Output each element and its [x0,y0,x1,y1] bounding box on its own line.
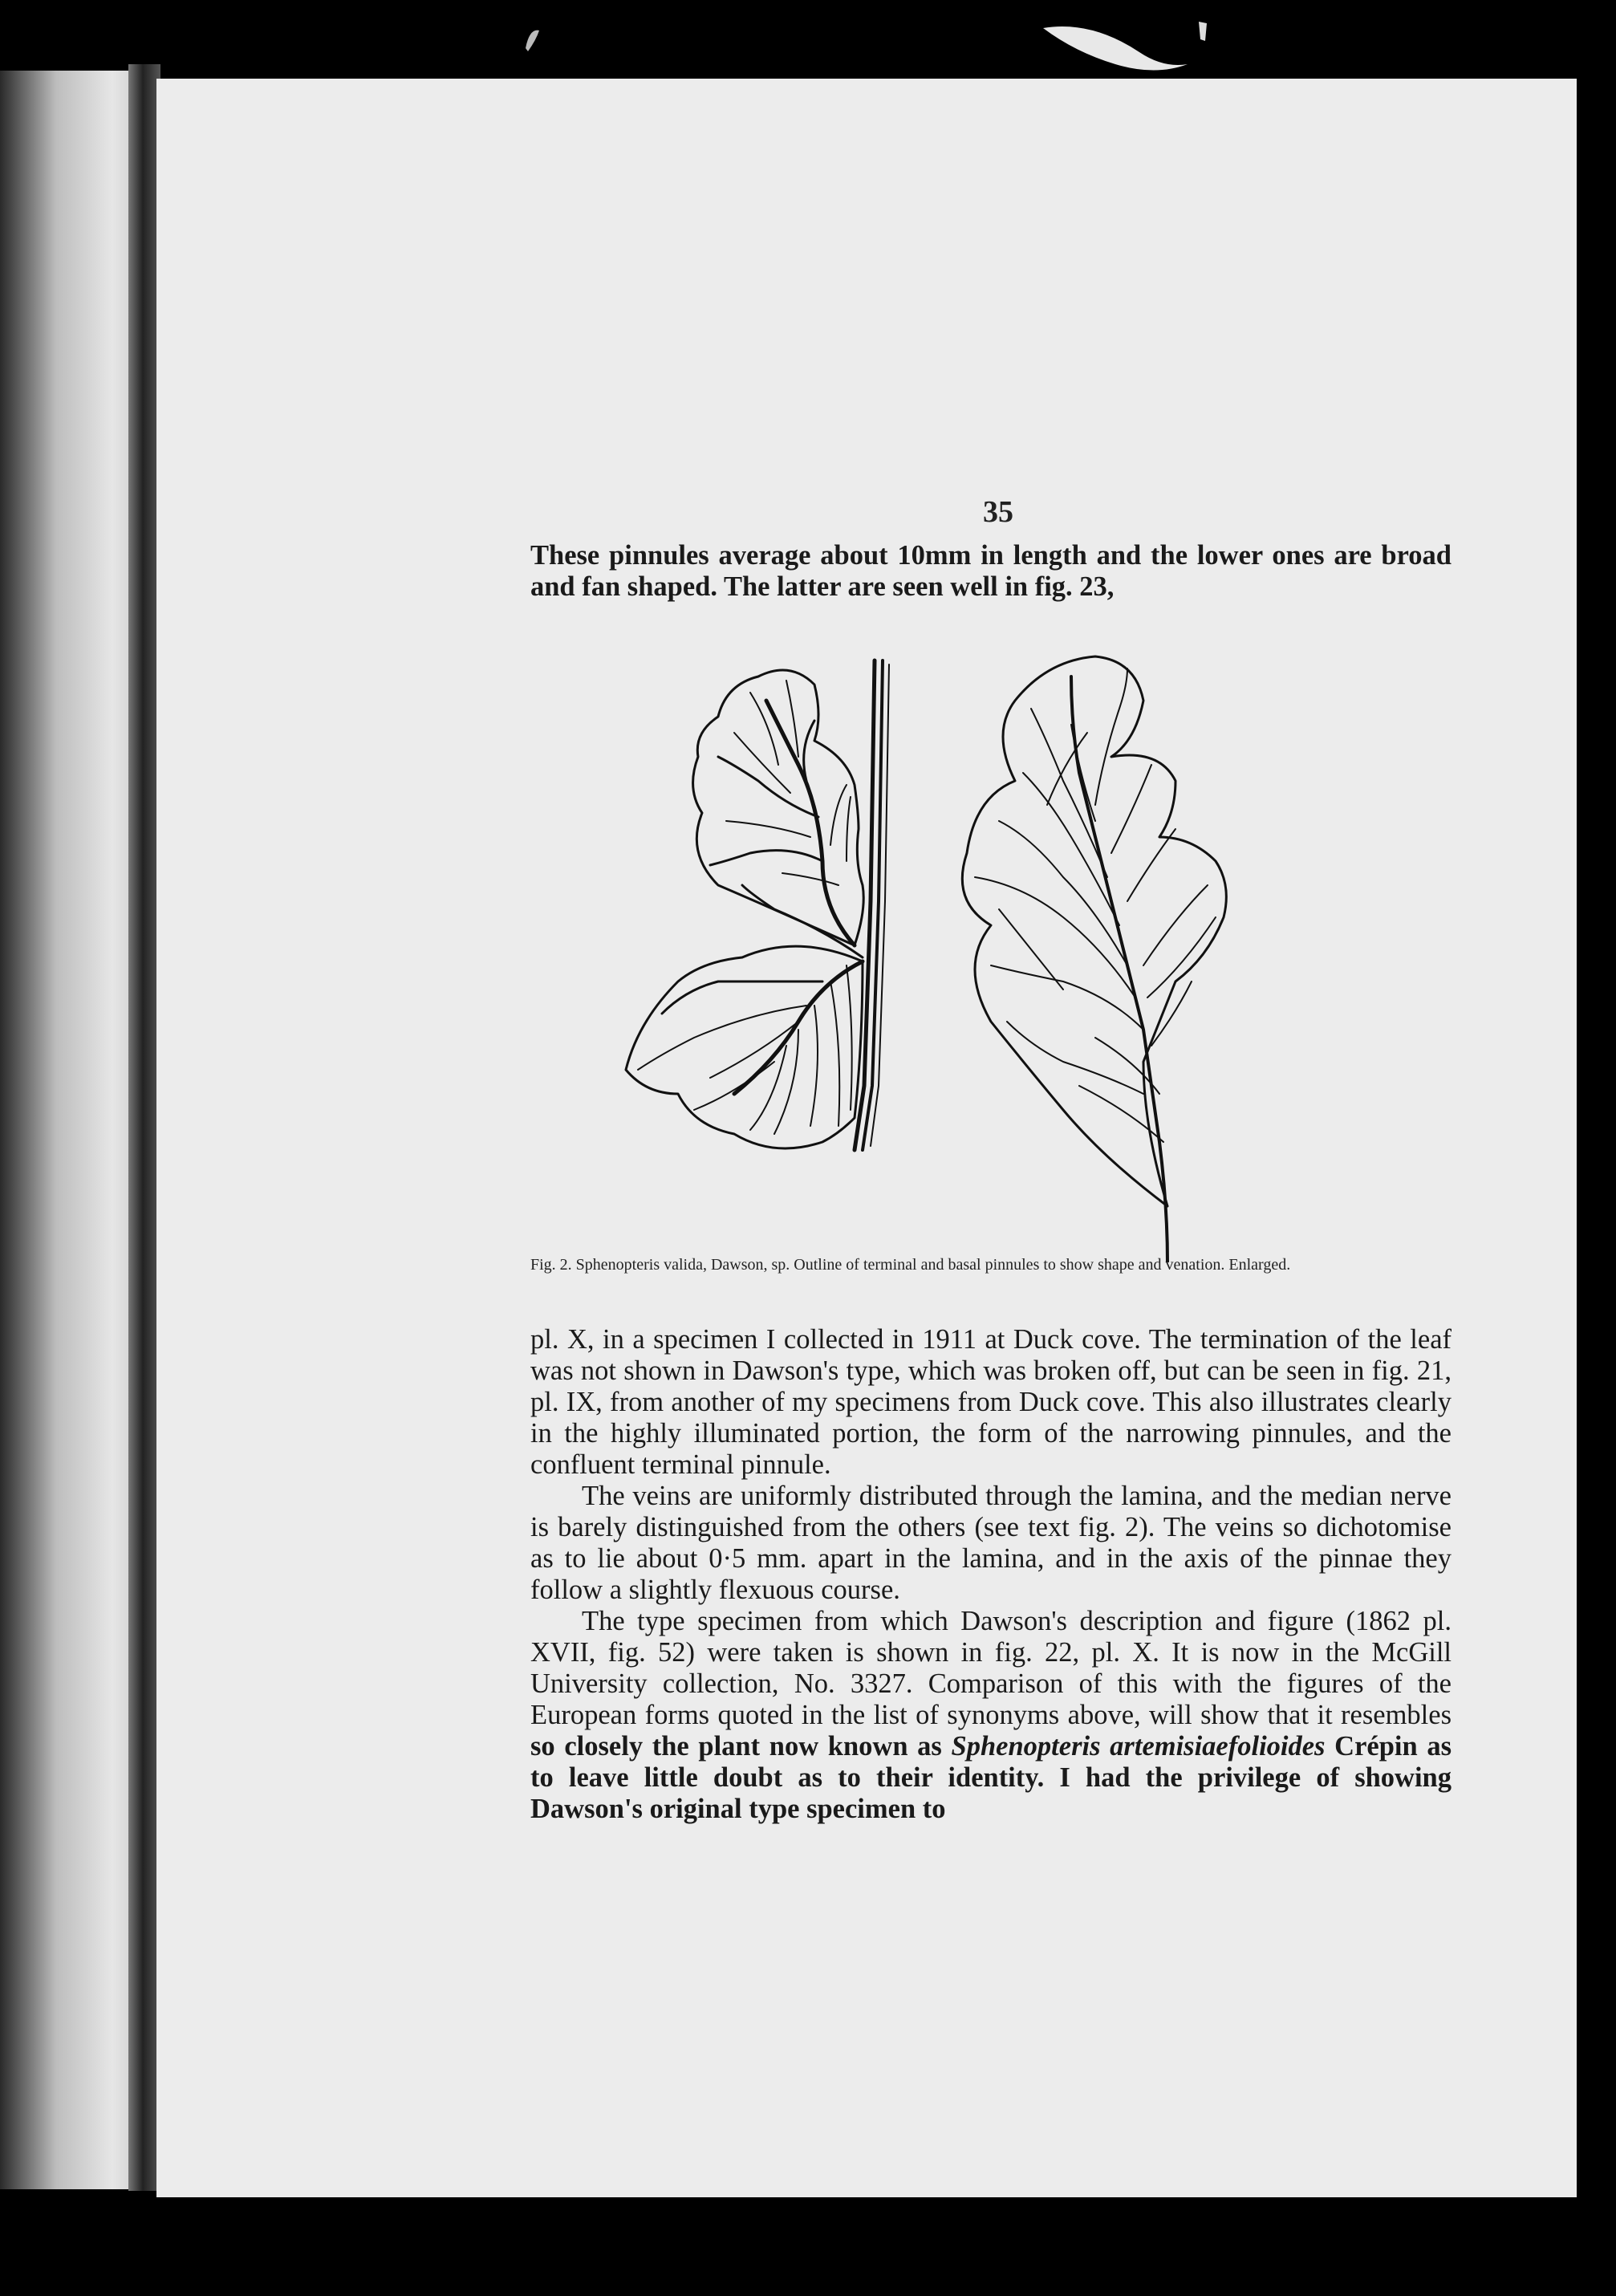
paragraph-3 [530,1606,1452,1825]
paragraph-2: The veins are uniformly distributed through the lamina, and the median nerve is barely distinguished from the others (see text fig. 2). The veins so dichotomise as to lie about 0·5 mm. apart in the lamina, and in the axis of the pinnae they follow a slightly flexuous course. [530,1481,1452,1605]
intro-text: These pinnules average about 10mm in length and the lower ones are broad and fan shaped. The latter are seen well in fig. 23, [530,540,1452,602]
scan-speck [522,24,546,56]
intro-paragraph [530,540,1452,603]
paragraph-3-bold-text: so closely the plant now known as [530,1731,952,1762]
scan-speck [1043,20,1204,76]
terminal-pinnule-drawing [962,656,1226,1262]
basal-pinnule-drawing [626,660,889,1150]
paragraph-1: pl. X, in a specimen I collected in 1911 at Duck cove. The termination of the leaf was not shown in Dawson's type, which was broken off, but can be seen in fig. 21, pl. IX, from another of my specimens from Duck cove. This also illustrates clearly in the highly illuminated portion, the form of the narrowing pinnules, and the confluent terminal pinnule. [530,1324,1452,1480]
fern-pinnule-figure [614,644,1384,1262]
species-name: Sphenopteris artemisiaefolioides [951,1731,1326,1762]
figure-caption: Fig. 2. Sphenopteris valida, Dawson, sp. Outline of terminal and basal pinnules to show shape and venation. Enlarged. [530,1256,1291,1274]
paragraph-3-bold-end: Crépin as to leave little doubt as to their identity. I had the privilege of showing Dawson's original type specimen to [530,1731,1452,1824]
left-page-edge [0,71,140,2189]
paragraph-3-text: The type specimen from which Dawson's description and figure (1862 pl. XVII, fig. 52) were taken is shown in fig. 22, pl. X. It is now in the McGill University collection, No. 3327. Comparison of this with the figures of the European forms quoted in the list of synonyms above, will show that it resembles [530,1606,1452,1730]
scan-speck [1196,20,1212,44]
page-number: 35 [983,495,1013,529]
body-text [530,1324,1452,1825]
book-page [156,79,1577,2197]
book-gutter [128,64,160,2191]
